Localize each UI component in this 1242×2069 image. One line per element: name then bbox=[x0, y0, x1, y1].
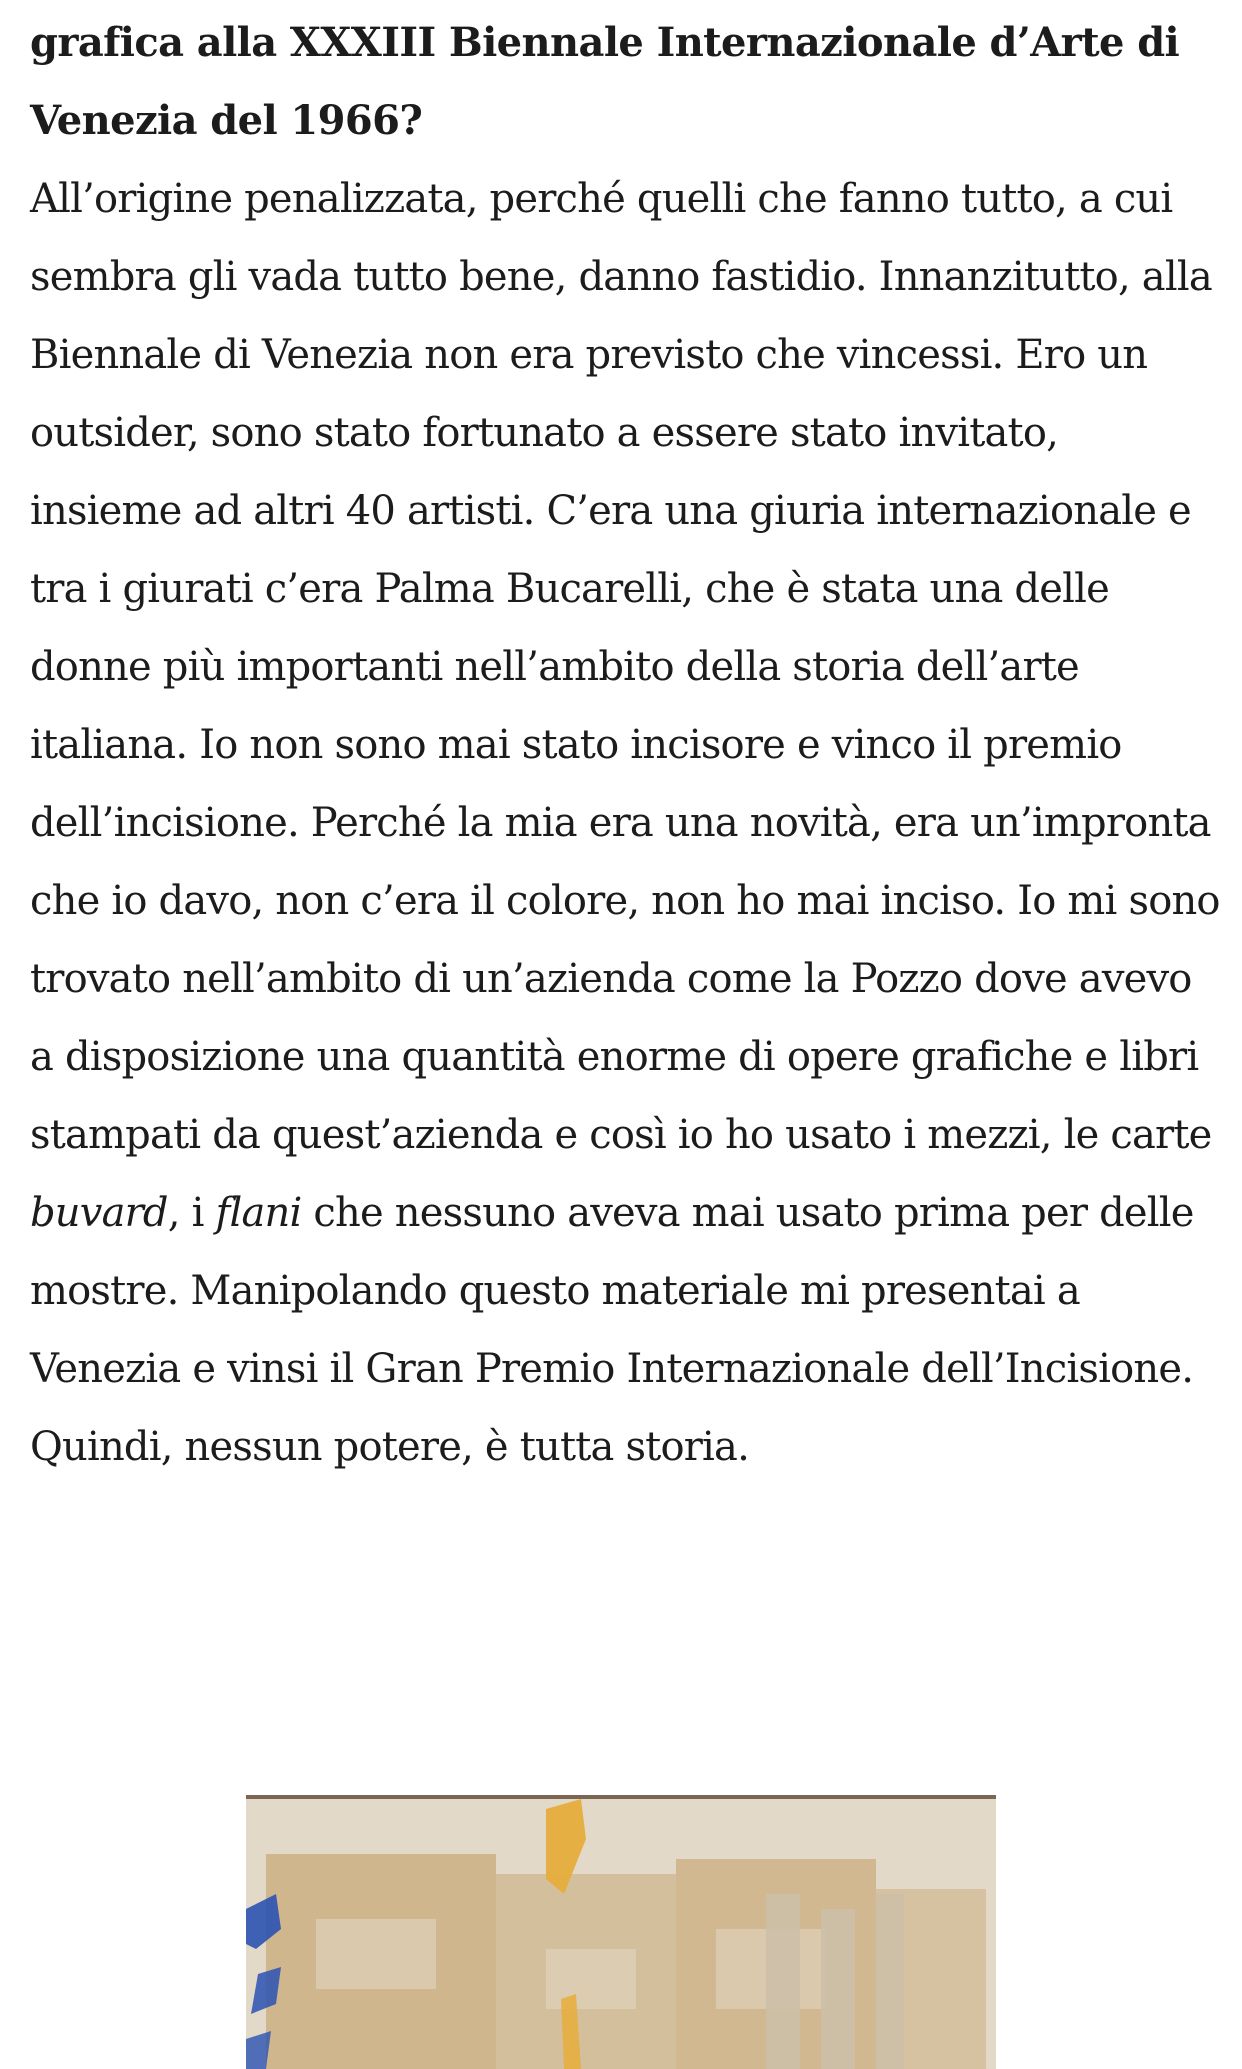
answer-text-part-2: , i bbox=[167, 1190, 216, 1236]
answer-text-part-1: All’origine penalizzata, perché quelli che fanno tutto, a cui sembra gli vada tutto bene, danno fastidio. Innanzitutto, alla Biennale di Venezia non era previsto che vincessi. Ero un outsider, sono stato fortunato a essere stato invitato, insieme ad altri 40 artisti. C’era una giuria internazionale e tra i giurati c’era Palma Bucarelli, che è stata una delle donne più importanti nell’ambito della storia dell’arte italiana. Io non sono mai stato incisore e vinco il premio dell’incisione. Perché la mia era una novità, era un’impronta che io davo, non c’era il colore, non ho mai inciso. Io mi sono trovato nell’ambito di un’azienda come la Pozzo dove avevo a disposizione una quantità enorme di opere grafiche e libri stampati da quest’azienda e così io ho usato i mezzi, le carte bbox=[30, 176, 1220, 1158]
article-body bbox=[30, 4, 1220, 1486]
interview-question: grafica alla XXXIII Biennale Internazionale d’Arte di Venezia del 1966? bbox=[30, 19, 1180, 144]
artwork-photo bbox=[246, 1795, 996, 2069]
answer-italic-flani: flani bbox=[215, 1190, 302, 1236]
artwork-image bbox=[246, 1799, 996, 2069]
interview-answer bbox=[30, 160, 1220, 1486]
answer-italic-buvard: buvard bbox=[30, 1190, 168, 1236]
answer-text-part-3: che nessuno aveva mai usato prima per delle mostre. Manipolando questo materiale mi presentai a Venezia e vinsi il Gran Premio Internazionale dell’Incisione. Quindi, nessun potere, è tutta storia. bbox=[30, 1190, 1194, 1470]
